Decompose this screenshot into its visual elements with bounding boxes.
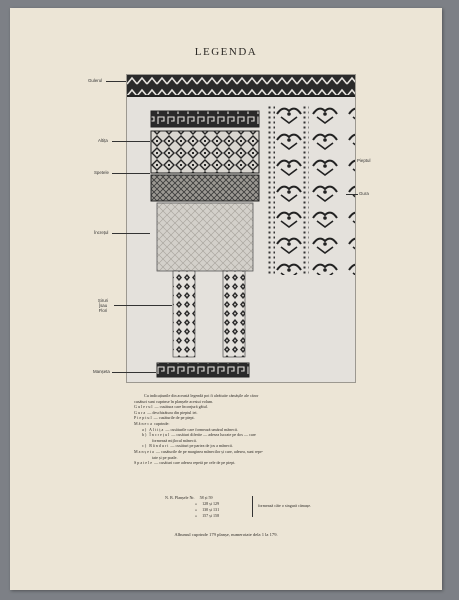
leader-increti	[112, 233, 150, 234]
chest-dot-column	[267, 105, 275, 275]
nb-range: 130 și 131	[202, 507, 220, 512]
label-guler: Gulerul	[88, 78, 103, 83]
nb-range: 157 și 158	[202, 513, 220, 518]
label-siruri	[93, 298, 113, 313]
definition: — cusăturile de pe piept.	[152, 415, 195, 421]
nb-mark: »	[195, 513, 198, 518]
nb-range: 128 și 129	[202, 501, 220, 506]
cuff-band	[157, 363, 249, 377]
nb-mark: »	[195, 501, 198, 506]
nb-prefix: N. B. Planșele Nr.	[165, 495, 195, 500]
term: a) Altița	[142, 426, 165, 432]
definition: — cusături pe partea de jos a mânecii.	[169, 443, 233, 449]
definition: — cusătura care înconjură gâtul.	[153, 404, 208, 410]
def-spatele	[134, 460, 374, 466]
label-increti: Încrețul	[94, 230, 109, 235]
sleeve-cross-band	[151, 175, 259, 201]
term: Spatele	[134, 460, 154, 466]
label-spetele: Spetele	[94, 170, 109, 175]
definition: — cusături diferite — adesea lucrate pe dos — care	[170, 432, 256, 438]
term: Pieptul	[134, 415, 153, 421]
definition: — cusăturile de pe marginea mânecilor și care, adesea, sunt repe-	[154, 448, 264, 454]
nb-mark: »	[195, 507, 198, 512]
incret-panel	[157, 203, 253, 271]
leader-manseta	[112, 372, 156, 373]
leader-guler	[106, 81, 126, 82]
nb-brace	[252, 496, 256, 517]
page-title: LEGENDA	[194, 46, 258, 58]
sleeve-row-left	[173, 271, 195, 357]
nb-note: formează câte o singură cămașe.	[258, 503, 312, 508]
intro-line-2: cusături sunt cuprinse în planșele acestui volum.	[134, 398, 214, 404]
definition: cuprinde:	[152, 420, 170, 426]
label-siruri-line-2: [sau	[98, 303, 108, 308]
term: c) Rânduri	[142, 443, 170, 449]
term: Gura	[134, 409, 147, 415]
label-manseta: Manșeta	[93, 369, 110, 374]
term: b) Încrețul	[142, 432, 171, 438]
def-increti-cont: formează mijlocul mânecii.	[152, 437, 197, 443]
embroidery-plate	[126, 74, 356, 383]
sleeve-diamond-band-1	[151, 131, 259, 173]
label-gura: Gura	[359, 191, 369, 196]
term: Manșeta	[134, 448, 155, 454]
nb-range: 58 și 59	[199, 495, 213, 500]
document-sheet	[10, 8, 442, 590]
nb-row	[165, 513, 219, 519]
term: Gulerul	[134, 404, 154, 410]
label-altita: Altița	[98, 138, 108, 143]
leader-altita	[112, 141, 150, 142]
definition: — deschizătura din pieptul iei.	[146, 409, 198, 415]
sleeve-row-right	[223, 271, 245, 357]
embroidery-illustration	[127, 75, 355, 382]
label-piept: Pieptul	[357, 158, 371, 163]
altita-band	[151, 111, 259, 127]
nb-block	[165, 495, 219, 519]
label-siruri-line-1: Șiruri	[97, 298, 109, 303]
legend-text	[134, 393, 374, 466]
definition: — cusăturile care formează umărul mânecii.	[164, 426, 239, 432]
definition: — cusături care adesea repetă pe cele de pe piept.	[153, 460, 236, 466]
intro-line-1: Cu indicațiunile din această legendă pot fi aleătuite cămășile ale căror	[144, 393, 259, 398]
leader-spetele	[112, 173, 150, 174]
leader-siruri	[114, 305, 172, 306]
term: Mâneca	[134, 420, 153, 426]
chest-motif-panel	[267, 105, 355, 275]
label-siruri-line-3: Flori	[98, 308, 108, 313]
def-manseta-cont: tate și pe poale.	[152, 454, 178, 460]
collar-band	[127, 75, 355, 95]
album-footer-note: Albumul cuprinde 179 planșe, numerotate dela 1 la 179.	[174, 532, 278, 537]
leader-gura	[346, 194, 358, 195]
chest-dot-column-right	[303, 105, 309, 275]
